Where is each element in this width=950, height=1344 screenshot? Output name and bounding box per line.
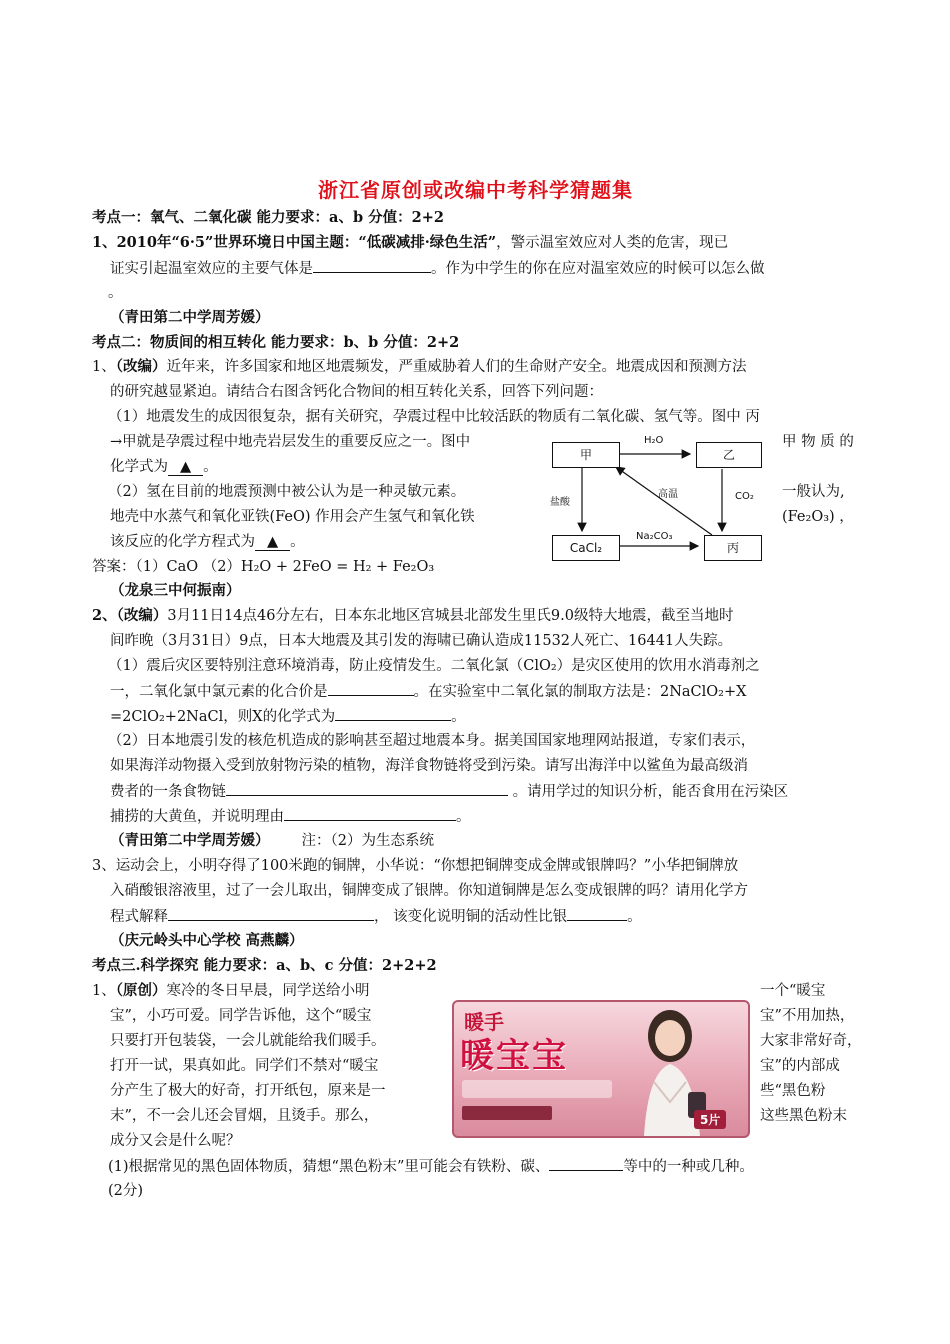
- author: （青田第二中学周芳媛）: [110, 309, 270, 326]
- s2-p2-line2: 地壳中水蒸气和氧化亚铁(FeO) 作用会产生氢气和氧化铁: [110, 509, 475, 525]
- s2-p2-line3: [110, 532, 305, 552]
- brand-main: 暖宝宝: [460, 1036, 568, 1076]
- box-jia: 甲: [552, 442, 620, 468]
- s1-q1-line2: [110, 258, 765, 279]
- author: （青田第二中学周芳媛）: [110, 832, 270, 849]
- s3-q1-line1: [92, 981, 369, 1001]
- s3-right-4: 宝”的内部成: [760, 1058, 840, 1074]
- q-number: 1、: [92, 983, 116, 999]
- arrow-bing-jia: [616, 467, 712, 535]
- s2-q2-line1: [92, 606, 733, 626]
- section-1-header: 考点一：氧气、二氧化碳 能力要求：a、b 分值：2+2: [92, 209, 444, 226]
- answer-blank[interactable]: [313, 258, 431, 273]
- q-text: 。: [456, 809, 471, 825]
- s2-p2-line1-right: 一般认为,: [782, 484, 845, 500]
- s2-p2-line1: （2）氢在目前的地震预测中被公认为是一种灵敏元素。: [108, 484, 466, 500]
- q-text: 3月11日14点46分左右，日本东北地区宫城县北部发生里氏9.0级特大地震，截至当地时: [167, 608, 734, 624]
- q-text: 。在实验室中二氧化氯的制取方法是：2NaClO₂+X: [413, 684, 747, 700]
- label-co2: CO₂: [735, 491, 754, 502]
- s3-p1-line: [108, 1156, 754, 1177]
- tag: （原创）: [115, 982, 167, 999]
- s2-q2p2-line1: （2）日本地震引发的核危机造成的影响甚至超过地震本身。据美国国家地理网站报道，专家们表示，: [108, 733, 756, 749]
- q-text: (1)根据常见的黑色固体物质，猜想“黑色粉末”里可能会有铁粉、碳、: [108, 1159, 550, 1175]
- q-text: 寒冷的冬日早晨，同学送给小明: [166, 983, 370, 999]
- s3-right-1: 一个“暖宝: [760, 983, 826, 999]
- s2-q2p1-line2: [110, 681, 746, 702]
- answer-blank[interactable]: [567, 906, 627, 921]
- s2-p1-line1: （1）地震发生的成因很复杂，据有关研究，孕震过程中比较活跃的物质有二氧化碳、氢气等。图中 丙: [108, 409, 760, 425]
- section-2-header: 考点二：物质间的相互转化 能力要求：b、b 分值：2+2: [92, 334, 460, 351]
- answer-blank[interactable]: ▲: [255, 533, 290, 551]
- answer-blank[interactable]: [226, 781, 508, 796]
- q-text: 。: [627, 909, 642, 925]
- s3-left-3: 只要打开包装袋，一会儿就能给我们暖手。: [110, 1033, 386, 1049]
- s2-q2p2-line2: 如果海洋动物摄入受到放射物污染的植物，海洋食物链将受到污染。请写出海洋中以鲨鱼为最高级消: [110, 758, 748, 774]
- q-text: 证实引起温室效应的主要气体是: [110, 261, 313, 277]
- q-text: 该反应的化学方程式为: [110, 534, 255, 550]
- answer-blank[interactable]: [328, 681, 414, 696]
- s2-p1-line2-right: 甲 物 质 的: [782, 434, 854, 450]
- s2-p1-line2: →甲就是孕震过程中地壳岩层发生的重要反应之一。图中: [110, 434, 471, 450]
- s1-q1-line3: 。: [108, 285, 123, 301]
- q-text: 。: [203, 459, 218, 475]
- box-bing: 丙: [704, 535, 762, 561]
- q-text: 程式解释: [110, 909, 168, 925]
- answer-blank[interactable]: [168, 906, 374, 921]
- theme-text: “低碳减排·绿色生活”: [358, 234, 497, 251]
- s2-p2-line2-right: (Fe₂O₃) ，: [782, 509, 854, 525]
- q-text: =2ClO₂+2NaCl，则X的化学式为: [110, 709, 336, 725]
- q-number: 2、: [92, 607, 117, 624]
- q-text: 化学式为: [110, 459, 168, 475]
- section-3-header: 考点三.科学探究 能力要求：a、b、c 分值：2+2+2: [92, 957, 437, 974]
- answer-line: 答案：（1）CaO （2）H₂O + 2FeO = H₂ + Fe₂O₃: [92, 559, 435, 575]
- s1-q1-line1: [92, 233, 728, 253]
- q-text: 。请用学过的知识分析，能否食用在污染区: [508, 784, 789, 800]
- q-text: ，警示温室效应对人类的危害，现已: [496, 235, 729, 251]
- s2-q2p1-line1: （1）震后灾区要特别注意环境消毒，防止疫情发生。二氧化氯（ClO₂）是灾区使用的饮用水消毒剂之: [108, 658, 760, 674]
- answer-blank[interactable]: ▲: [168, 458, 203, 476]
- label-gaowen: 高温: [658, 489, 678, 500]
- q-text: 捕捞的大黄鱼，并说明理由: [110, 809, 284, 825]
- s3-left-6: 末”，不一会儿还会冒烟，且烫手。那么，: [110, 1108, 379, 1124]
- label-na2co3: Na₂CO₃: [636, 531, 673, 542]
- s2-q2p2-line4: [110, 806, 471, 827]
- product-image: [452, 1000, 750, 1138]
- box-cacl2: CaCl₂: [552, 535, 620, 561]
- author-line: [110, 831, 434, 851]
- s3-left-5: 分产生了极大的好奇，打开纸包，原来是一: [110, 1083, 386, 1099]
- s2-q2p1-line3: [110, 706, 466, 727]
- product-stripe: [462, 1106, 552, 1120]
- note: 注：（2）为生态系统: [301, 833, 434, 849]
- s3-left-2: 宝”，小巧可爱。同学告诉他，这个“暖宝: [110, 1008, 372, 1024]
- q-text: 一，二氧化氯中氯元素的化合价是: [110, 684, 328, 700]
- s2-q1-line1: [92, 357, 746, 377]
- q-text: ， 该变化说明铜的活动性比银: [374, 909, 568, 925]
- author: （庆元岭头中心学校 高燕麟）: [110, 932, 304, 949]
- tag: （改编）: [116, 607, 168, 624]
- author: （龙泉三中何振南）: [110, 582, 241, 599]
- s2-q2-line2: 间昨晚（3月31日）9点，日本大地震及其引发的海啸已确认造成11532人死亡、16441人失踪。: [110, 633, 733, 649]
- answer-blank[interactable]: [284, 806, 456, 821]
- q-text: 近年来，许多国家和地区地震频发，严重威胁着人们的生命财产安全。地震成因和预测方法: [166, 359, 747, 375]
- s2-q2p2-line3: [110, 781, 788, 802]
- s2-p1-line3: [110, 457, 218, 477]
- conversion-diagram: [540, 425, 775, 565]
- q-text: 。作为中学生的你在应对温室效应的时候可以怎么做: [431, 261, 765, 277]
- s3-right-2: 宝”不用加热，: [760, 1008, 855, 1024]
- q-number: 1、: [92, 359, 116, 375]
- count-badge: 5片: [694, 1110, 726, 1129]
- label-h2o: H₂O: [644, 435, 664, 446]
- s2-q3-line1: 3、运动会上，小明夺得了100米跑的铜牌，小华说：“你想把铜牌变成金牌或银牌吗？”小华把铜牌放: [92, 858, 739, 874]
- q-number: 1、2010年“6·5”世界环境日中国主题：: [92, 234, 359, 251]
- tag: （改编）: [115, 358, 167, 375]
- brand-top: 暖手: [464, 1010, 504, 1034]
- label-yansuan: 盐酸: [550, 497, 570, 508]
- s2-q1-line2: 的研究越显紧迫。请结合右图含钙化合物间的相互转化关系，回答下列问题：: [110, 384, 603, 400]
- q-text: 费者的一条食物链: [110, 784, 226, 800]
- q-text: 等中的一种或几种。: [623, 1159, 754, 1175]
- s3-left-7: 成分又会是什么呢？: [110, 1133, 241, 1149]
- product-stripe: [462, 1080, 612, 1098]
- q-text: 。: [451, 709, 466, 725]
- q-text: 。: [290, 534, 305, 550]
- s2-q3-line3: [110, 906, 642, 927]
- s2-q3-line2: 入硝酸银溶液里，过了一会儿取出，铜牌变成了银牌。你知道铜牌是怎么变成银牌的吗？请用化学方: [110, 883, 748, 899]
- s3-right-3: 大家非常好奇，: [760, 1033, 862, 1049]
- s3-left-4: 打开一试，果真如此。同学们不禁对“暖宝: [110, 1058, 379, 1074]
- answer-blank[interactable]: [549, 1156, 623, 1171]
- s3-right-5: 些“黑色粉: [760, 1083, 826, 1099]
- page-title: 浙江省原创或改编中考科学猜题集: [318, 178, 633, 202]
- s3-p1-score: (2分): [108, 1183, 144, 1199]
- s3-right-6: 这些黑色粉末: [760, 1108, 847, 1124]
- answer-blank[interactable]: [335, 706, 451, 721]
- box-yi: 乙: [696, 442, 762, 468]
